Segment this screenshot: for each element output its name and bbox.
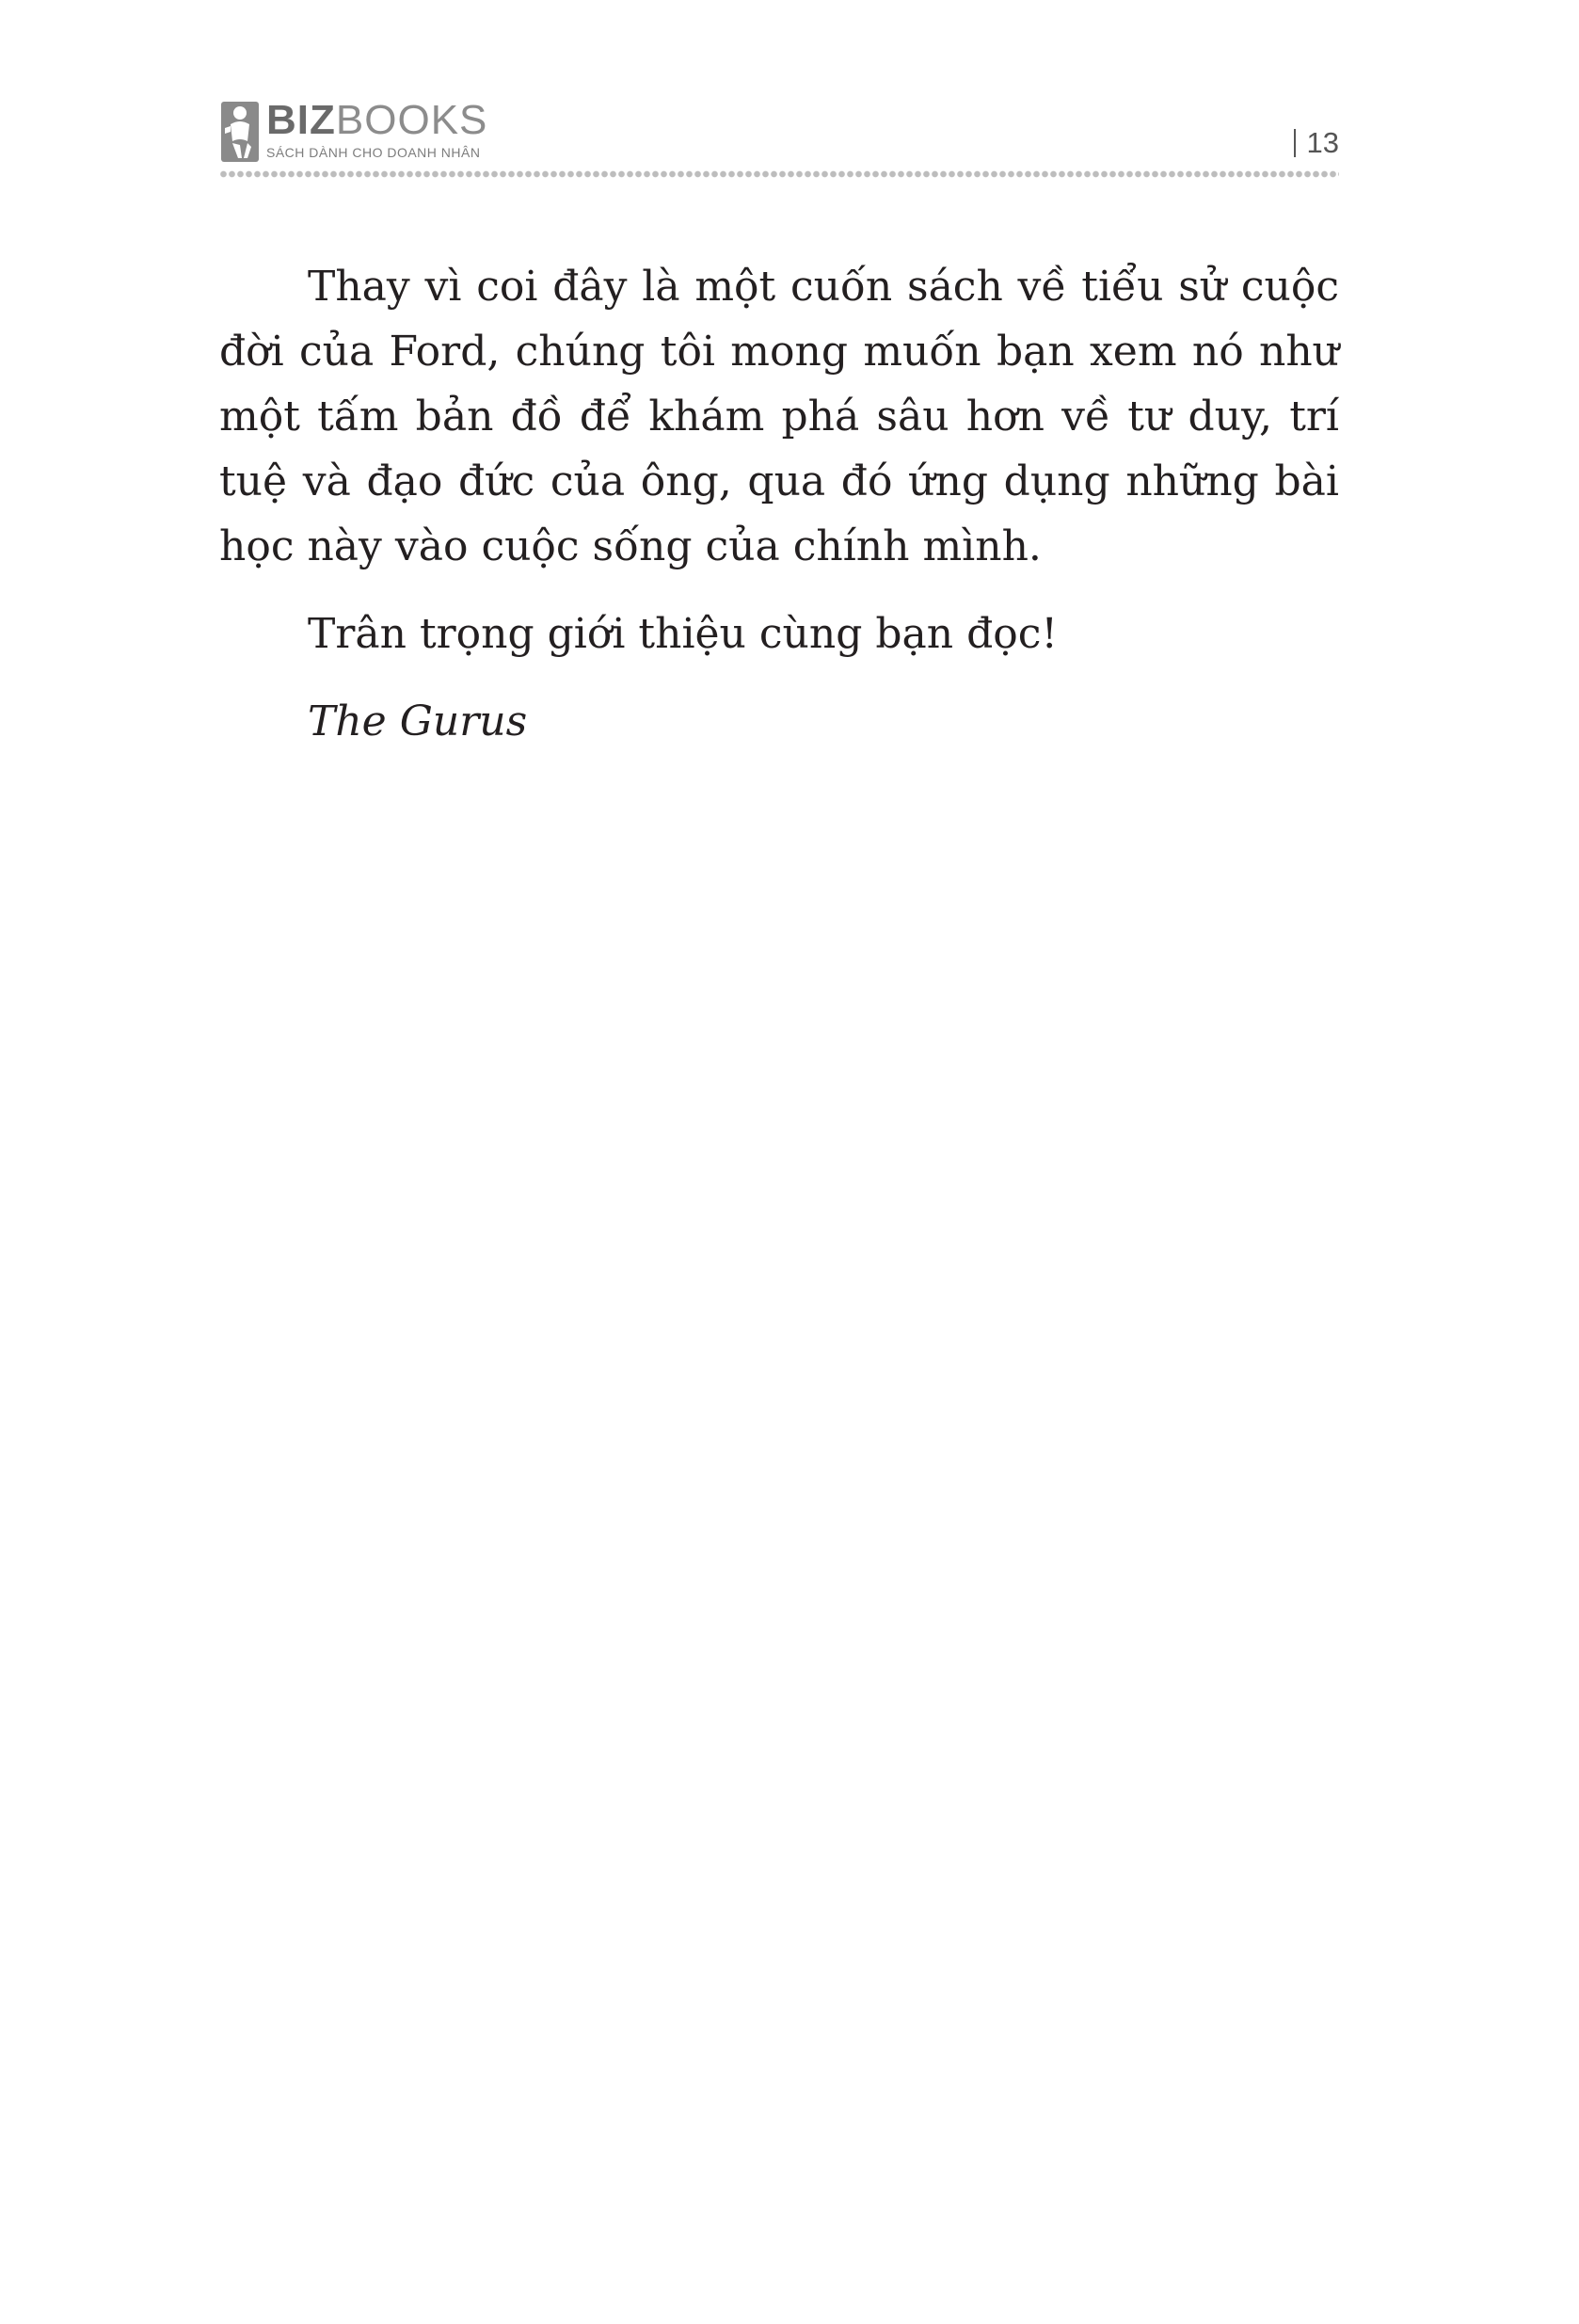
bizbooks-figure-logo-icon xyxy=(219,100,261,164)
signature: The Gurus xyxy=(308,697,528,745)
page-header xyxy=(219,94,1339,184)
page-body xyxy=(219,254,1339,754)
logo-wordmark xyxy=(266,97,488,143)
body-paragraph: Thay vì coi đây là một cuốn sách về tiểu sử cuộc đời của Ford, chúng tôi mong muốn bạn xem nó như một tấm bản đồ để khám phá sâu hơn về tư duy, trí tuệ và đạo đức của ông, qua đó ứng dụng những bài học này vào cuộc sống của chính mình. xyxy=(219,263,1339,570)
logo-wordmark-light: BOOKS xyxy=(335,97,488,143)
logo-wordmark-bold: BIZ xyxy=(266,97,336,143)
page-number-value: 13 xyxy=(1306,126,1339,159)
logo-tagline: SÁCH DÀNH CHO DOANH NHÂN xyxy=(266,145,481,160)
header-dotted-rule xyxy=(219,169,1339,179)
page-number-divider xyxy=(1294,129,1296,157)
publisher-logo xyxy=(219,97,488,168)
closing-line: Trân trọng giới thiệu cùng bạn đọc! xyxy=(308,610,1059,658)
page-number xyxy=(1294,126,1339,160)
